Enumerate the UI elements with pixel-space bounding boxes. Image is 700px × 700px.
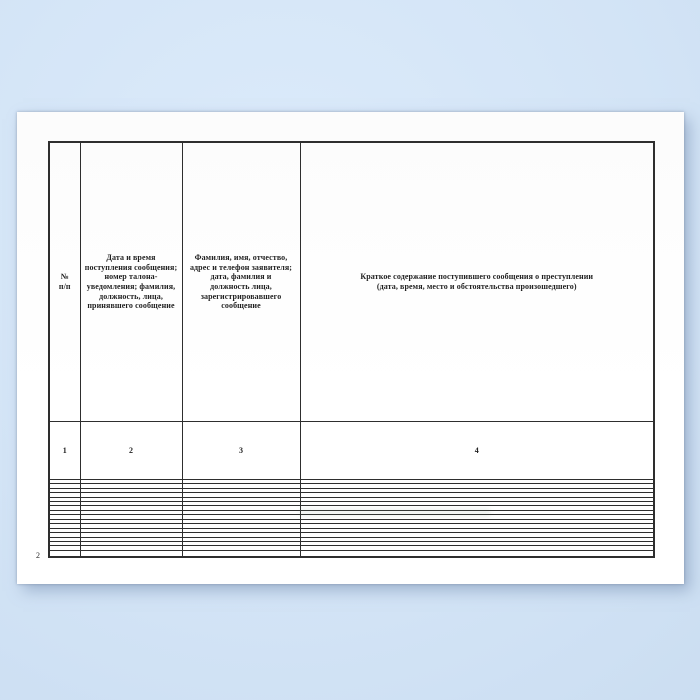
empty-cell xyxy=(300,550,654,557)
column-header-date-received: Дата и время поступления сообщения; номер талона- уведомления; фамилия, должность, лица, принявшего сообщение xyxy=(80,142,182,422)
registration-journal-table xyxy=(48,141,655,558)
column-header-summary: Краткое содержание поступившего сообщения о преступлении (дата, время, место и обстоятельства произошедшего) xyxy=(300,142,654,422)
table-row xyxy=(49,550,654,557)
table-header-row xyxy=(49,142,654,422)
table-body xyxy=(49,479,654,557)
empty-cell xyxy=(80,550,182,557)
empty-cell xyxy=(49,550,80,557)
column-number-1: 1 xyxy=(49,422,80,480)
page-number: 2 xyxy=(36,551,40,560)
column-header-applicant: Фамилия, имя, отчество, адрес и телефон заявителя; дата, фамилия и должность лица, зарегистрировавшего сообщение xyxy=(182,142,300,422)
empty-cell xyxy=(182,550,300,557)
document-page xyxy=(17,112,684,584)
column-number-2: 2 xyxy=(80,422,182,480)
column-number-4: 4 xyxy=(300,422,654,480)
column-header-num: № п/п xyxy=(49,142,80,422)
column-numbers-row xyxy=(49,422,654,480)
column-number-3: 3 xyxy=(182,422,300,480)
